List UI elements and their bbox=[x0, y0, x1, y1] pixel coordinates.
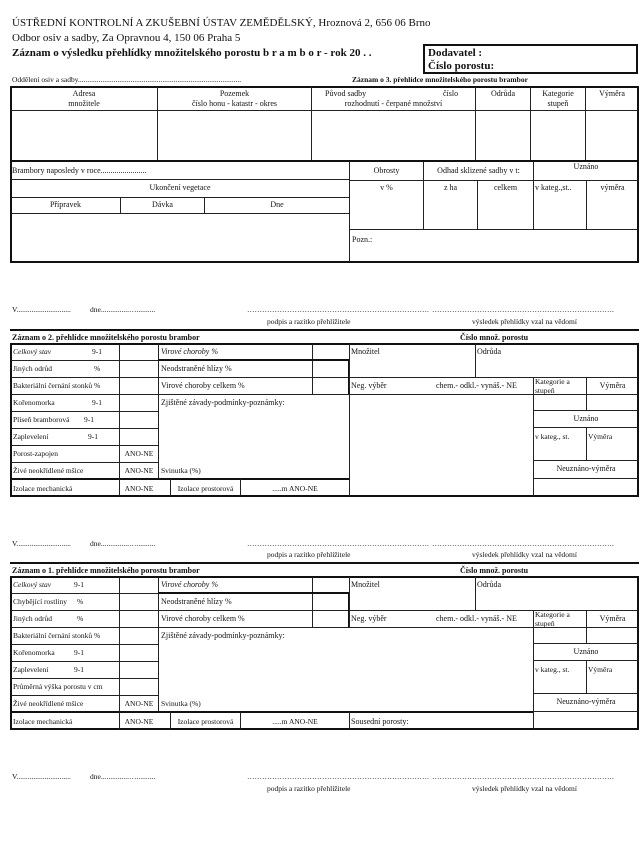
row-mech-isolation: Izolace mechanická bbox=[13, 717, 73, 726]
row-other-varieties-unit: % bbox=[77, 614, 84, 623]
findings-label: Zjištěné závady-podmínky-poznámky: bbox=[161, 631, 285, 640]
spatial-isolation-label: Izolace prostorová bbox=[177, 717, 234, 726]
col-category-l2: stupeň bbox=[547, 99, 569, 108]
col-origin-l1: Původ sadby bbox=[325, 89, 367, 98]
neighbors-label: Sousední porosty: bbox=[351, 717, 409, 726]
canopy-yes-no[interactable]: ANO-NE bbox=[124, 449, 154, 458]
institution-name: ÚSTŘEDNÍ KONTROLNÍ A ZKUŠEBNÍ ÚSTAV ZEMĚDĚLSKÝ, Hroznová 2, 656 06 Brno bbox=[12, 17, 431, 29]
category-field[interactable] bbox=[531, 111, 585, 159]
per-ha-label: z ha bbox=[443, 183, 458, 192]
department-address: Odbor osiv a sadby, Za Opravnou 4, 150 06 Praha 5 bbox=[12, 32, 241, 44]
row-root-rot-unit: 9-1 bbox=[74, 648, 84, 657]
virus-total-label: Virové choroby celkem % bbox=[161, 614, 245, 623]
row-weeds-unit: 9-1 bbox=[74, 665, 84, 674]
row-weeds: Zaplevelení bbox=[13, 665, 49, 674]
neg-selection-label: Neg. výběr bbox=[351, 381, 387, 390]
chem-options[interactable]: chem.- odkl.- vynáš.- NE bbox=[436, 614, 517, 623]
acknowledged-signature-line[interactable]: ………………………………………………………………. bbox=[432, 305, 614, 314]
address-field[interactable] bbox=[11, 111, 157, 159]
land-field[interactable] bbox=[158, 111, 311, 159]
category-label-l1: Kategorie a bbox=[535, 610, 570, 619]
note-label: Pozn.: bbox=[352, 235, 373, 244]
approved-label: Uznáno bbox=[573, 414, 599, 423]
vegetation-end-label: Ukončení vegetace bbox=[149, 183, 211, 192]
row-total-state-unit: 9-1 bbox=[74, 580, 84, 589]
row-other-varieties: Jiných odrůd bbox=[13, 614, 52, 623]
place-field[interactable]: V............................. bbox=[12, 539, 71, 548]
unremoved-tubers-label: Neodstraněné hlízy % bbox=[161, 364, 232, 373]
date-field[interactable]: dne...............….......... bbox=[90, 305, 156, 314]
inspector-signature-line[interactable]: ………………………………………………………………. bbox=[247, 539, 429, 548]
chem-options[interactable]: chem.- odkl.- vynáš.- NE bbox=[436, 381, 517, 390]
mech-isolation-yes-no[interactable]: ANO-NE bbox=[124, 484, 154, 493]
dose-label: Dávka bbox=[152, 200, 173, 209]
grower-label: Množitel bbox=[351, 347, 380, 356]
department-line[interactable]: Oddělení osiv a sadby....................................................................................... bbox=[12, 75, 242, 84]
acknowledged-signature-line[interactable]: ………………………………………………………………. bbox=[432, 772, 614, 781]
spatial-isolation-value[interactable]: .....m ANO-NE bbox=[272, 717, 318, 726]
col-address-l1: Adresa bbox=[72, 89, 96, 98]
variety-label: Odrůda bbox=[477, 580, 501, 589]
findings-label: Zjištěné závady-podmínky-poznámky: bbox=[161, 398, 285, 407]
virus-diseases-label: Virové choroby % bbox=[161, 347, 219, 356]
row-missing-plants-unit: % bbox=[77, 597, 84, 606]
aphids-yes-no[interactable]: ANO-NE bbox=[124, 466, 154, 475]
col-variety: Odrůda bbox=[491, 89, 515, 98]
harvest-estimate-label: Odhad sklizené sadby v t: bbox=[437, 166, 520, 175]
col-origin-num: číslo bbox=[443, 89, 459, 98]
inspector-caption: podpis a razítko přehlížitele bbox=[267, 550, 351, 559]
in-category-label: v kateg., st. bbox=[535, 665, 570, 674]
date-field[interactable]: dne...............….......... bbox=[90, 539, 156, 548]
spatial-isolation-value[interactable]: .....m ANO-NE bbox=[272, 484, 318, 493]
area-label: Výměra bbox=[599, 614, 626, 623]
section2-stand-number: Číslo množ. porostu bbox=[460, 333, 529, 342]
sprouts-label: Obrosty bbox=[373, 166, 400, 175]
inspector-signature-line[interactable]: ………………………………………………………………. bbox=[247, 772, 429, 781]
day-label: Dne bbox=[270, 200, 284, 209]
category-label-l2: stupeň bbox=[535, 619, 555, 628]
col-land-l2: číslo honu - katastr - okres bbox=[191, 99, 278, 108]
row-aphids: Živé neokřídlené mšice bbox=[13, 699, 84, 708]
variety-field[interactable] bbox=[476, 111, 530, 159]
inspector-signature-line[interactable]: ………………………………………………………………. bbox=[247, 305, 429, 314]
total-label: celkem bbox=[493, 183, 518, 192]
mech-isolation-yes-no[interactable]: ANO-NE bbox=[124, 717, 154, 726]
row-aphids: Živé neokřídlené mšice bbox=[13, 466, 84, 475]
aphids-percent-label: Svinutka (%) bbox=[161, 699, 201, 708]
aphids-yes-no[interactable]: ANO-NE bbox=[124, 699, 154, 708]
approved-label: Uznáno bbox=[573, 162, 599, 171]
row-avg-height: Průměrná výška porostu v cm bbox=[13, 682, 103, 691]
place-field[interactable]: V............................. bbox=[12, 305, 71, 314]
row-total-state: Celkový stav bbox=[13, 347, 52, 356]
row-total-state-unit: 9-1 bbox=[92, 347, 102, 356]
product-label: Přípravek bbox=[49, 200, 82, 209]
row-weeds-unit: 9-1 bbox=[88, 432, 98, 441]
stand-number-label: Číslo porostu: bbox=[428, 60, 495, 72]
date-field[interactable]: dne...............….......... bbox=[90, 772, 156, 781]
inspector-caption: podpis a razítko přehlížitele bbox=[267, 317, 351, 326]
spatial-isolation-label: Izolace prostorová bbox=[177, 484, 234, 493]
inspector-caption: podpis a razítko přehlížitele bbox=[267, 784, 351, 793]
neg-selection-label: Neg. výběr bbox=[351, 614, 387, 623]
category-label-l1: Kategorie a bbox=[535, 377, 570, 386]
section1-stand-number: Číslo množ. porostu bbox=[460, 566, 529, 575]
row-root-rot-unit: 9-1 bbox=[92, 398, 102, 407]
acknowledged-caption: výsledek přehlídky vzal na vědomí bbox=[472, 784, 577, 793]
section1-title: Záznam o 1. přehlídce množitelského porostu brambor bbox=[12, 566, 200, 575]
stand-number-field[interactable] bbox=[505, 59, 635, 72]
aphids-percent-label: Svinutka (%) bbox=[161, 466, 201, 475]
not-approved-label: Neuznáno-výměra bbox=[556, 697, 616, 706]
area-field[interactable] bbox=[586, 111, 638, 159]
section2-title: Záznam o 2. přehlídce množitelského porostu brambor bbox=[12, 333, 200, 342]
findings-field[interactable] bbox=[159, 643, 532, 698]
in-category-label: v kateg., st. bbox=[535, 432, 570, 441]
col-address-l2: množitele bbox=[68, 99, 100, 108]
origin-field[interactable] bbox=[312, 111, 475, 159]
col-land-l1: Pozemek bbox=[219, 89, 250, 98]
col-origin-l2: rozhodnutí - čerpané množství bbox=[344, 99, 443, 108]
row-late-blight: Plíseň bramborová bbox=[13, 415, 70, 424]
unremoved-tubers-label: Neodstraněné hlízy % bbox=[161, 597, 232, 606]
col-area: Výměra bbox=[599, 89, 625, 98]
row-mech-isolation: Izolace mechanická bbox=[13, 484, 73, 493]
row-other-varieties-unit: % bbox=[94, 364, 101, 373]
harvest-values-field[interactable] bbox=[350, 196, 638, 228]
supplier-field[interactable] bbox=[495, 46, 635, 59]
row-total-state: Celkový stav bbox=[13, 580, 52, 589]
grower-label: Množitel bbox=[351, 580, 380, 589]
form-title: Záznam o výsledku přehlídky množitelského porostu b r a m b o r - rok 20 . . bbox=[12, 47, 372, 59]
percent-label: v % bbox=[380, 183, 393, 192]
area-small-label: Výměra bbox=[588, 432, 613, 441]
last-potatoes-field[interactable]: Brambory naposledy v roce....................... bbox=[12, 166, 147, 175]
not-approved-label: Neuznáno-výměra bbox=[556, 464, 616, 473]
row-missing-plants: Chybějící rostliny bbox=[13, 597, 67, 606]
area-label: Výměra bbox=[599, 381, 626, 390]
row-weeds: Zaplevelení bbox=[13, 432, 49, 441]
acknowledged-caption: výsledek přehlídky vzal na vědomí bbox=[472, 317, 577, 326]
variety-label: Odrůda bbox=[477, 347, 501, 356]
in-category-label: v kateg.,st.. bbox=[535, 183, 572, 192]
area-small-label: Výměra bbox=[588, 665, 613, 674]
row-bacterial: Bakteriální černání stonků % bbox=[13, 381, 101, 390]
place-field[interactable]: V............................. bbox=[12, 772, 71, 781]
acknowledged-signature-line[interactable]: ………………………………………………………………. bbox=[432, 539, 614, 548]
approved-label: Uznáno bbox=[573, 647, 599, 656]
virus-total-label: Virové choroby celkem % bbox=[161, 381, 245, 390]
supplier-box bbox=[423, 44, 638, 74]
supplier-label: Dodavatel : bbox=[428, 47, 483, 59]
vegetation-end-field[interactable] bbox=[11, 214, 349, 261]
virus-diseases-label: Virové choroby % bbox=[161, 580, 219, 589]
acknowledged-caption: výsledek přehlídky vzal na vědomí bbox=[472, 550, 577, 559]
row-canopy: Porost-zapojen bbox=[13, 449, 58, 458]
category-label-l2: stupeň bbox=[535, 386, 555, 395]
row-root-rot: Kořenomorka bbox=[13, 398, 55, 407]
row-late-blight-unit: 9-1 bbox=[84, 415, 94, 424]
col-category-l1: Kategorie bbox=[542, 89, 574, 98]
row-root-rot: Kořenomorka bbox=[13, 648, 55, 657]
section3-title: Záznam o 3. přehlídce množitelského porostu brambor bbox=[352, 75, 528, 84]
note-field[interactable] bbox=[380, 230, 638, 261]
area-lower-label: výměra bbox=[600, 183, 625, 192]
row-other-varieties: Jiných odrůd bbox=[13, 364, 52, 373]
row-bacterial: Bakteriální černání stonků % bbox=[13, 631, 101, 640]
findings-field[interactable] bbox=[159, 410, 348, 465]
